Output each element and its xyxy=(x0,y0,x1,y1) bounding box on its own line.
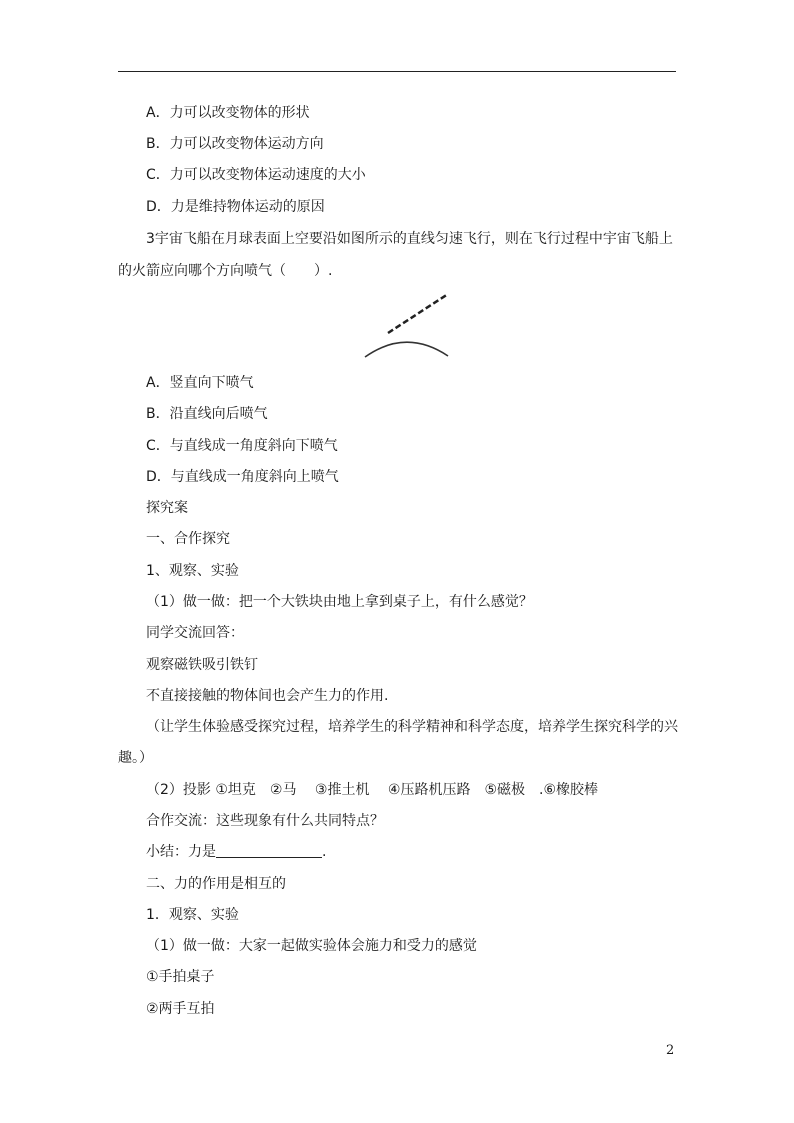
spacecraft-path-figure xyxy=(360,288,456,360)
q3-option-c: C．与直线成一角度斜向下喷气 xyxy=(146,438,338,454)
activity1-text: （1）做一做：把一个大铁块由地上拿到桌子上，有什么感觉？ xyxy=(146,594,533,610)
note-line2: 趣。） xyxy=(118,750,153,766)
header-rule xyxy=(118,71,676,72)
flight-path-dashed-line xyxy=(388,294,448,333)
summary-prefix: 小结：力是 xyxy=(146,844,216,860)
q2-option-a: A．力可以改变物体的形状 xyxy=(146,105,310,121)
moon-surface-arc xyxy=(365,342,448,357)
part1-heading: 一、合作探究 xyxy=(146,531,230,547)
q2-option-b: B．力可以改变物体运动方向 xyxy=(146,136,324,152)
conclusion-text: 不直接接触的物体间也会产生力的作用. xyxy=(146,688,389,704)
q2-option-c: C．力可以改变物体运动速度的大小 xyxy=(146,167,366,183)
q3-option-d: D．与直线成一角度斜向上喷气 xyxy=(146,469,339,485)
q2-option-d: D．力是维持物体运动的原因 xyxy=(146,199,325,215)
summary-line xyxy=(146,843,326,861)
summary-suffix: . xyxy=(322,844,327,860)
page-number: 2 xyxy=(666,1043,675,1058)
q3-option-a: A．竖直向下喷气 xyxy=(146,375,254,391)
item1-heading: 1、观察、实验 xyxy=(146,563,239,579)
q3-question-line1: 3宇宙飞船在月球表面上空要沿如图所示的直线匀速飞行，则在飞行过程中宇宙飞船上 xyxy=(146,231,673,247)
note-line1: （让学生体验感受探究过程，培养学生的科学精神和科学态度，培养学生探究科学的兴 xyxy=(146,719,678,735)
q3-question-line2: 的火箭应向哪个方向喷气（ ）. xyxy=(118,263,333,279)
summary-blank xyxy=(216,843,322,858)
section-title: 探究案 xyxy=(146,500,188,516)
q3-option-b: B．沿直线向后喷气 xyxy=(146,406,268,422)
projection-text: （2）投影 ①坦克 ②马 ③推土机 ④压路机压路 ⑤磁极 .⑥橡胶棒 xyxy=(146,782,599,798)
experiment2-text: ②两手互拍 xyxy=(146,1001,215,1017)
answer-text: 同学交流回答： xyxy=(146,625,244,641)
part2-heading: 二、力的作用是相互的 xyxy=(146,876,286,892)
experiment1-text: ①手拍桌子 xyxy=(146,969,215,985)
observe-text: 观察磁铁吸引铁钉 xyxy=(146,657,258,673)
item2-heading: 1．观察、实验 xyxy=(146,907,239,923)
activity2-text: （1）做一做：大家一起做实验体会施力和受力的感觉 xyxy=(146,938,477,954)
discuss-text: 合作交流：这些现象有什么共同特点？ xyxy=(146,813,384,829)
